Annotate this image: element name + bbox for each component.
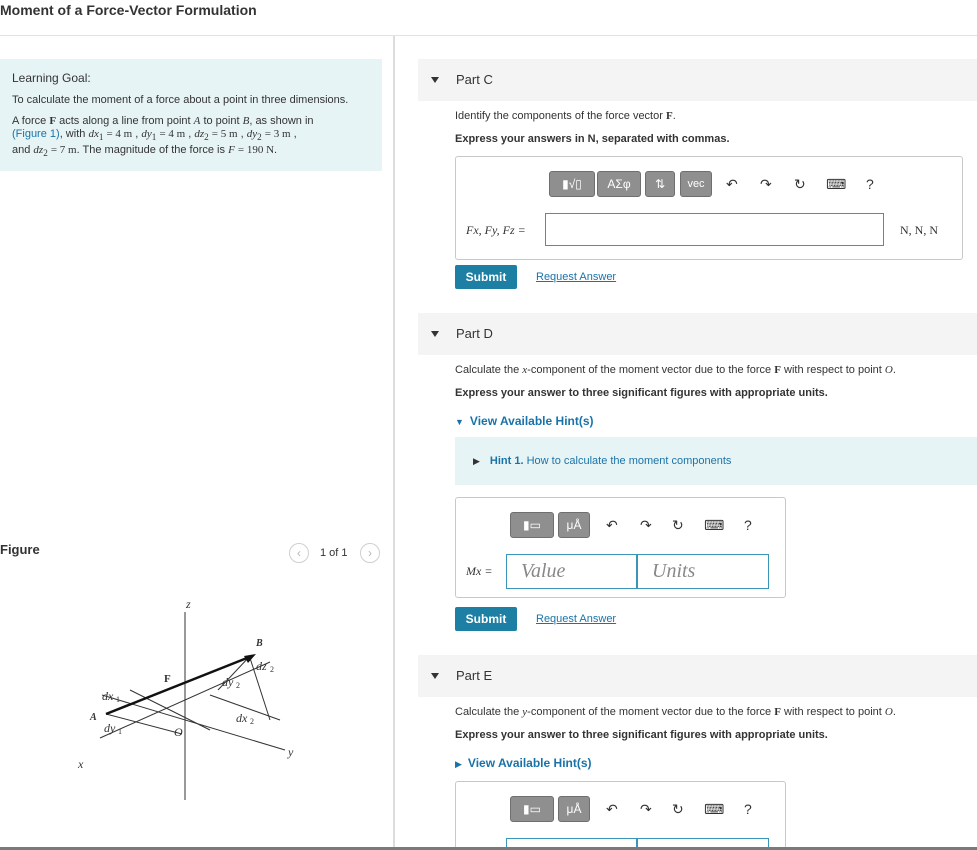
arrows-button[interactable]: ⇅ bbox=[645, 171, 675, 197]
part-c-label: Fx, Fy, Fz = bbox=[466, 223, 526, 237]
keyboard-icon[interactable]: ⌨ bbox=[826, 176, 847, 192]
math-dy2: dy bbox=[246, 128, 258, 140]
part-c-title: Part C bbox=[456, 72, 493, 87]
text: to point bbox=[203, 115, 240, 127]
hint-panel bbox=[455, 437, 977, 485]
part-d-instruction: Express your answer to three significant figures with appropriate units. bbox=[455, 387, 828, 399]
label-dx2: dx bbox=[236, 711, 248, 725]
math-F-mag: F bbox=[228, 144, 235, 157]
text: -component of the moment vector due to the force bbox=[527, 706, 772, 718]
figure-heading: Figure bbox=[0, 542, 40, 557]
text: . bbox=[892, 706, 896, 718]
part-d-hints-toggle[interactable] bbox=[455, 414, 594, 428]
part-d-question bbox=[455, 364, 896, 376]
text: Calculate the bbox=[455, 706, 520, 718]
page-title: Moment of a Force-Vector Formulation bbox=[0, 2, 257, 18]
force-arrowhead bbox=[244, 654, 256, 663]
part-e-answer-box bbox=[455, 781, 786, 850]
hints-toggle-label: View Available Hint(s) bbox=[469, 414, 594, 428]
part-e-header[interactable] bbox=[418, 655, 977, 697]
value-placeholder: Value bbox=[521, 560, 566, 582]
undo-icon[interactable]: ↶ bbox=[726, 176, 738, 192]
label-dy1-sub: 1 bbox=[118, 727, 122, 736]
math-F: F bbox=[774, 706, 781, 718]
undo-icon[interactable]: ↶ bbox=[606, 801, 618, 817]
part-d-label: Mx = bbox=[466, 564, 493, 578]
part-d-answer-box bbox=[455, 497, 786, 598]
part-e-instruction: Express your answer to three significant figures with appropriate units. bbox=[455, 729, 828, 741]
units-placeholder: Units bbox=[652, 560, 696, 582]
text: . bbox=[274, 144, 278, 157]
header-divider bbox=[0, 35, 977, 36]
chevron-right-icon: ▶ bbox=[455, 759, 462, 769]
text: , as shown in bbox=[249, 115, 314, 127]
math-y: y bbox=[522, 706, 528, 718]
label-dx1-sub: 1 bbox=[116, 695, 120, 704]
templates-button[interactable]: ▮▭ bbox=[510, 796, 554, 822]
learning-goal-title: Learning Goal: bbox=[12, 71, 91, 85]
math-dz2: dz bbox=[33, 144, 44, 157]
text: with respect to point bbox=[784, 364, 882, 376]
label-dx2-sub: 2 bbox=[250, 717, 254, 726]
label-y: y bbox=[288, 745, 294, 759]
part-d-request-answer-link[interactable]: Request Answer bbox=[536, 613, 617, 625]
templates-button[interactable]: ▮▭ bbox=[510, 512, 554, 538]
math-A: A bbox=[193, 115, 201, 127]
units-button[interactable]: μÅ bbox=[558, 512, 590, 538]
greek-symbols-button[interactable]: ΑΣφ bbox=[597, 171, 641, 197]
value-dz2: = 7 m bbox=[50, 144, 77, 157]
part-c-units: N, N, N bbox=[900, 223, 938, 237]
keyboard-icon[interactable]: ⌨ bbox=[704, 517, 725, 533]
force-components-input[interactable] bbox=[545, 213, 884, 246]
redo-icon[interactable]: ↷ bbox=[640, 801, 652, 817]
text: A force bbox=[12, 115, 47, 127]
value-dx2: = 5 m bbox=[211, 128, 238, 140]
text: Identify the components of the force vector bbox=[455, 110, 663, 122]
math-dx2: dz bbox=[194, 128, 205, 140]
value-dy2: = 3 m bbox=[264, 128, 291, 140]
vector-button[interactable]: vec bbox=[680, 171, 712, 197]
text: Calculate the bbox=[455, 364, 520, 376]
label-dz2: dz bbox=[256, 659, 267, 673]
value-dx1: = 4 m bbox=[106, 128, 133, 140]
help-icon[interactable]: ? bbox=[744, 517, 752, 533]
text: with respect to point bbox=[784, 706, 882, 718]
part-c-submit-button[interactable]: Submit bbox=[455, 265, 517, 289]
pane-splitter[interactable] bbox=[393, 36, 395, 850]
chevron-right-icon: ▶ bbox=[473, 456, 480, 466]
reset-icon[interactable]: ↻ bbox=[672, 801, 684, 817]
part-d-header[interactable] bbox=[418, 313, 977, 355]
hint-1[interactable] bbox=[473, 455, 731, 467]
text: . bbox=[892, 364, 896, 376]
part-d-submit-button[interactable]: Submit bbox=[455, 607, 517, 631]
math-dx1: dx bbox=[88, 128, 99, 140]
chevron-down-icon: ▼ bbox=[455, 417, 464, 427]
part-c-answer-box bbox=[455, 156, 963, 260]
math-O: O bbox=[884, 364, 893, 376]
text: -component of the moment vector due to the force bbox=[527, 364, 772, 376]
value-dy1: = 4 m bbox=[159, 128, 186, 140]
redo-icon[interactable]: ↷ bbox=[640, 517, 652, 533]
learning-goal-panel bbox=[0, 59, 382, 171]
part-c-header[interactable] bbox=[418, 59, 977, 101]
math-x: x bbox=[522, 364, 528, 376]
hints-toggle-label: View Available Hint(s) bbox=[467, 756, 592, 770]
hint-1-label: Hint 1. bbox=[489, 455, 524, 467]
part-e-question bbox=[455, 706, 896, 718]
label-F: F bbox=[164, 673, 171, 685]
part-c-question bbox=[455, 110, 676, 122]
collapse-triangle-icon[interactable] bbox=[431, 673, 439, 679]
label-dy1: dy bbox=[104, 721, 116, 735]
collapse-triangle-icon[interactable] bbox=[431, 77, 439, 83]
help-icon[interactable]: ? bbox=[866, 176, 874, 192]
y-axis bbox=[102, 695, 285, 750]
label-A: A bbox=[90, 712, 97, 723]
math-B: B bbox=[242, 115, 250, 127]
units-button[interactable]: μÅ bbox=[558, 796, 590, 822]
collapse-triangle-icon[interactable] bbox=[431, 331, 439, 337]
math-dy1: dy bbox=[141, 128, 152, 140]
part-e-hints-toggle[interactable] bbox=[455, 756, 592, 770]
moment-units-input[interactable] bbox=[637, 554, 769, 589]
math-F: F bbox=[774, 364, 781, 376]
hint-1-text: How to calculate the moment components bbox=[526, 455, 732, 467]
text: and bbox=[12, 144, 31, 157]
moment-value-input[interactable] bbox=[506, 554, 637, 589]
reset-icon[interactable]: ↻ bbox=[794, 176, 806, 192]
math-O: O bbox=[884, 706, 893, 718]
figure-next-button[interactable]: › bbox=[360, 543, 380, 563]
part-c-request-answer-link[interactable]: Request Answer bbox=[536, 271, 617, 283]
part-c-instruction: Express your answers in N, separated with commas. bbox=[455, 133, 730, 145]
part-d-title: Part D bbox=[456, 326, 493, 341]
figure-prev-button[interactable]: ‹ bbox=[289, 543, 309, 563]
figure-counter: 1 of 1 bbox=[320, 547, 348, 559]
force-vector-figure[interactable] bbox=[70, 590, 310, 805]
label-dx1: dx bbox=[102, 689, 114, 703]
label-B: B bbox=[256, 638, 263, 649]
label-dz2-sub: 2 bbox=[270, 665, 274, 674]
math-F: F bbox=[665, 110, 673, 122]
text: . bbox=[672, 110, 676, 122]
part-e-title: Part E bbox=[456, 668, 493, 683]
text: acts along a line from point bbox=[59, 115, 191, 127]
label-dy2-sub: 2 bbox=[236, 681, 240, 690]
reset-icon[interactable]: ↻ bbox=[672, 517, 684, 533]
label-O: O bbox=[174, 725, 183, 739]
value-F: = 190 N bbox=[237, 144, 275, 157]
label-x: x bbox=[78, 757, 84, 771]
keyboard-icon[interactable]: ⌨ bbox=[704, 801, 725, 817]
problem-statement: A force F acts along a line from point A to point B, as shown in (Figure 1), with $dx_1 = 4$ m , $dy_1 = 4$ m , $dz_2 = 5$ m , $dy_2 = 3$ m , and $dz_2 = 7$ m. The magnitude of the force is F = 190 N. bbox=[12, 115, 314, 159]
figure-link[interactable]: (Figure 1) bbox=[12, 128, 60, 140]
text: . The magnitude of the force is bbox=[76, 144, 225, 157]
label-z: z bbox=[186, 597, 191, 611]
label-dy2: dy bbox=[222, 675, 234, 689]
text: , with bbox=[59, 128, 86, 140]
templates-button[interactable]: ▮√▯ bbox=[549, 171, 595, 197]
math-F: F bbox=[49, 115, 57, 127]
help-icon[interactable]: ? bbox=[744, 801, 752, 817]
undo-icon[interactable]: ↶ bbox=[606, 517, 618, 533]
learning-goal-statement: To calculate the moment of a force about a point in three dimensions. bbox=[12, 94, 349, 106]
redo-icon[interactable]: ↷ bbox=[760, 176, 772, 192]
dx1-line bbox=[130, 690, 210, 730]
